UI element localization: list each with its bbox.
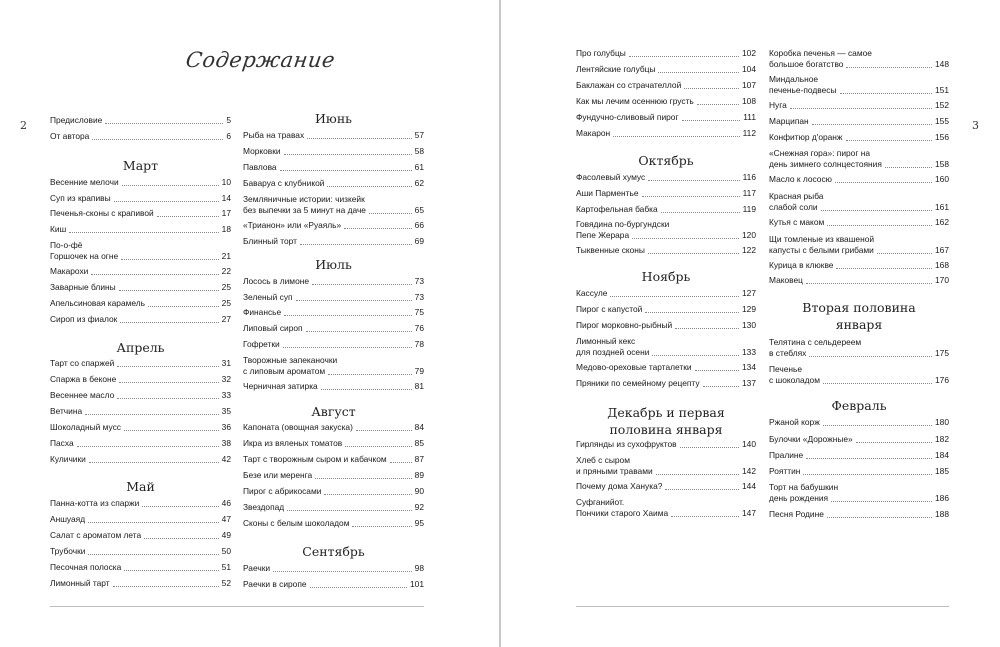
toc-entry[interactable]: Трубочки 50 [50, 546, 231, 556]
toc-entry[interactable]: Песня Родине 188 [769, 509, 949, 519]
toc-entry[interactable]: Суфганийот. Пончики старого Хаима 147 [576, 497, 756, 518]
toc-entry[interactable]: Почему дома Ханука? 144 [576, 481, 756, 491]
month-heading: Апрель [116, 340, 165, 355]
toc-entry[interactable]: Рыба на травах 57 [243, 130, 424, 140]
month-heading: Июль [315, 257, 352, 272]
toc-entry[interactable]: Пасха 38 [50, 438, 231, 448]
toc-entry[interactable]: Гофретки 78 [243, 339, 424, 349]
toc-entry[interactable]: Апельсиновая карамель 25 [50, 298, 231, 308]
toc-entry[interactable]: Рояттин 185 [769, 466, 949, 476]
month-heading: Февраль [831, 398, 887, 413]
left-col-1 [50, 0, 231, 647]
toc-entry[interactable]: Лимонный тарт 52 [50, 578, 231, 588]
right-col-2 [769, 0, 949, 647]
toc-entry[interactable]: Лимонный кекс для поздней осени 133 [576, 336, 756, 357]
toc-entry[interactable]: Тарт со спаржей 31 [50, 358, 231, 368]
contents-title: Содержание [184, 48, 337, 72]
toc-entry[interactable]: Картофельная бабка 119 [576, 204, 756, 214]
toc-entry[interactable]: Маковец 170 [769, 275, 949, 285]
month-heading: Март [122, 158, 159, 173]
toc-entry[interactable]: Баваруа с клубникой 62 [243, 178, 424, 188]
toc-entry[interactable]: Макарон 112 [576, 128, 756, 138]
toc-entry[interactable]: Коробка печенья — самое большое богатство 148 [769, 48, 949, 69]
toc-entry[interactable]: Печенье с шоколадом 176 [769, 364, 949, 385]
toc-entry[interactable]: Звездопад 92 [243, 502, 424, 512]
month-heading: Сентябрь [302, 544, 365, 559]
toc-entry[interactable]: Ржаной корж 180 [769, 417, 949, 427]
toc-entry[interactable]: Тыквенные сконы 122 [576, 245, 756, 255]
toc-entry[interactable]: Павлова 61 [243, 162, 424, 172]
toc-entry[interactable]: Как мы лечим осеннюю грусть 108 [576, 96, 756, 106]
toc-entry[interactable]: Телятина с сельдереем в стеблях 175 [769, 337, 949, 358]
month-heading: Август [311, 404, 356, 419]
toc-entry[interactable]: Спаржа в беконе 32 [50, 374, 231, 384]
toc-entry[interactable]: Миндальное печенье-подвесы 151 [769, 74, 949, 95]
month-heading: Октябрь [638, 153, 694, 168]
toc-entry[interactable]: Панна-котта из спаржи 46 [50, 498, 231, 508]
toc-entry[interactable]: Сироп из фиалок 27 [50, 314, 231, 324]
month-heading: Июнь [315, 111, 352, 126]
toc-entry[interactable]: Черничная затирка 81 [243, 381, 424, 391]
toc-entry[interactable]: Марципан 155 [769, 116, 949, 126]
toc-entry[interactable]: Пралине 184 [769, 450, 949, 460]
toc-entry[interactable]: Суп из крапивы 14 [50, 193, 231, 203]
footer-rule [576, 606, 949, 607]
toc-entry[interactable]: Макарохи 22 [50, 266, 231, 276]
toc-entry[interactable]: От автора 6 [50, 131, 231, 141]
toc-entry[interactable]: Песочная полоска 51 [50, 562, 231, 572]
toc-entry[interactable]: Раечки в сиропе 101 [243, 579, 424, 589]
toc-entry[interactable]: Морковки 58 [243, 146, 424, 156]
toc-entry[interactable]: Земляничные истории: чизкейк без выпечки за 5 минут на даче 65 [243, 194, 424, 215]
toc-entry[interactable]: Безе или меренга 89 [243, 470, 424, 480]
toc-entry[interactable]: Тарт с творожным сыром и кабачком 87 [243, 454, 424, 464]
month-heading: Ноябрь [641, 269, 691, 284]
toc-entry[interactable]: Хлеб с сыром и пряными травами 142 [576, 455, 756, 476]
toc-entry[interactable]: Киш 18 [50, 224, 231, 234]
toc-entry[interactable]: Фундучно-сливовый пирог 111 [576, 112, 756, 122]
toc-entry[interactable]: «Трианон» или «Руаяль» 66 [243, 220, 424, 230]
toc-entry[interactable]: Нуга 152 [769, 100, 949, 110]
month-heading: Май [126, 479, 155, 494]
toc-entry[interactable]: По-о-фё Горшочек на огне 21 [50, 240, 231, 261]
toc-entry[interactable]: Пирог с капустой 129 [576, 304, 756, 314]
footer-rule [50, 606, 424, 607]
toc-entry[interactable]: Масло к лососю 160 [769, 174, 949, 184]
right-col-1 [576, 0, 756, 647]
toc-entry[interactable]: Щи томленые из квашеной капусты с белыми грибами 167 [769, 234, 949, 255]
toc-entry[interactable]: Говядина по-бургундски Пепе Жерара 120 [576, 219, 756, 240]
toc-entry[interactable]: Творожные запеканочки с липовым ароматом 79 [243, 355, 424, 376]
toc-entry[interactable]: Про голубцы 102 [576, 48, 756, 58]
toc-entry[interactable]: Салат с ароматом лета 49 [50, 530, 231, 540]
toc-entry[interactable]: Кассуле 127 [576, 288, 756, 298]
toc-entry[interactable]: Красная рыба слабой соли 161 [769, 191, 949, 212]
toc-entry[interactable]: Лентяйские голубцы 104 [576, 64, 756, 74]
toc-entry[interactable]: Сконы с белым шоколадом 95 [243, 518, 424, 528]
toc-entry[interactable]: Пряники по семейному рецепту 137 [576, 378, 756, 388]
left-col-2 [243, 0, 424, 647]
toc-entry[interactable]: Фасолевый хумус 116 [576, 172, 756, 182]
toc-entry[interactable]: Конфитюр д'оранж 156 [769, 132, 949, 142]
toc-entry[interactable]: Заварные блины 25 [50, 282, 231, 292]
toc-entry[interactable]: Ветчина 35 [50, 406, 231, 416]
toc-entry[interactable]: Пирог с абрикосами 90 [243, 486, 424, 496]
toc-entry[interactable]: Пирог морковно-рыбный 130 [576, 320, 756, 330]
toc-entry[interactable]: Раечки 98 [243, 563, 424, 573]
toc-entry[interactable]: Зеленый суп 73 [243, 292, 424, 302]
toc-entry[interactable]: Весеннее масло 33 [50, 390, 231, 400]
toc-entry[interactable]: Кутья с маком 162 [769, 217, 949, 227]
toc-entry[interactable]: Баклажан со страчателлой 107 [576, 80, 756, 90]
toc-entry[interactable]: Лосось в лимоне 73 [243, 276, 424, 286]
toc-entry[interactable]: Весенние мелочи 10 [50, 177, 231, 187]
page-number-right: 3 [972, 119, 979, 132]
toc-entry[interactable]: Икра из вяленых томатов 85 [243, 438, 424, 448]
toc-entry[interactable]: Курица в клюкве 168 [769, 260, 949, 270]
toc-entry[interactable]: Блинный торт 69 [243, 236, 424, 246]
month-heading: Вторая половина января [802, 300, 916, 332]
month-heading: Декабрь и первая половина января [607, 405, 725, 437]
toc-entry[interactable]: Финансье 75 [243, 307, 424, 317]
toc-entry[interactable]: Аши Парментье 117 [576, 188, 756, 198]
toc-entry[interactable]: Капоната (овощная закуска) 84 [243, 422, 424, 432]
toc-entry[interactable]: Куличики 42 [50, 454, 231, 464]
toc-entry[interactable]: Аншуаяд 47 [50, 514, 231, 524]
page-number-left: 2 [20, 119, 27, 132]
toc-entry[interactable]: Липовый сироп 76 [243, 323, 424, 333]
toc-entry[interactable]: Предисловие 5 [50, 115, 231, 125]
toc-entry[interactable]: Печенья-сконы с крапивой 17 [50, 208, 231, 218]
toc-entry[interactable]: «Снежная гора»: пирог на день зимнего солнцестояния 158 [769, 148, 949, 169]
toc-entry[interactable]: Торт на бабушкин день рождения 186 [769, 482, 949, 503]
toc-entry[interactable]: Гирлянды из сухофруктов 140 [576, 439, 756, 449]
toc-entry[interactable]: Булочки «Дорожные» 182 [769, 434, 949, 444]
toc-entry[interactable]: Медово-ореховые тарталетки 134 [576, 362, 756, 372]
toc-entry[interactable]: Шоколадный мусс 36 [50, 422, 231, 432]
right-page [501, 0, 1000, 647]
left-page [0, 0, 499, 647]
